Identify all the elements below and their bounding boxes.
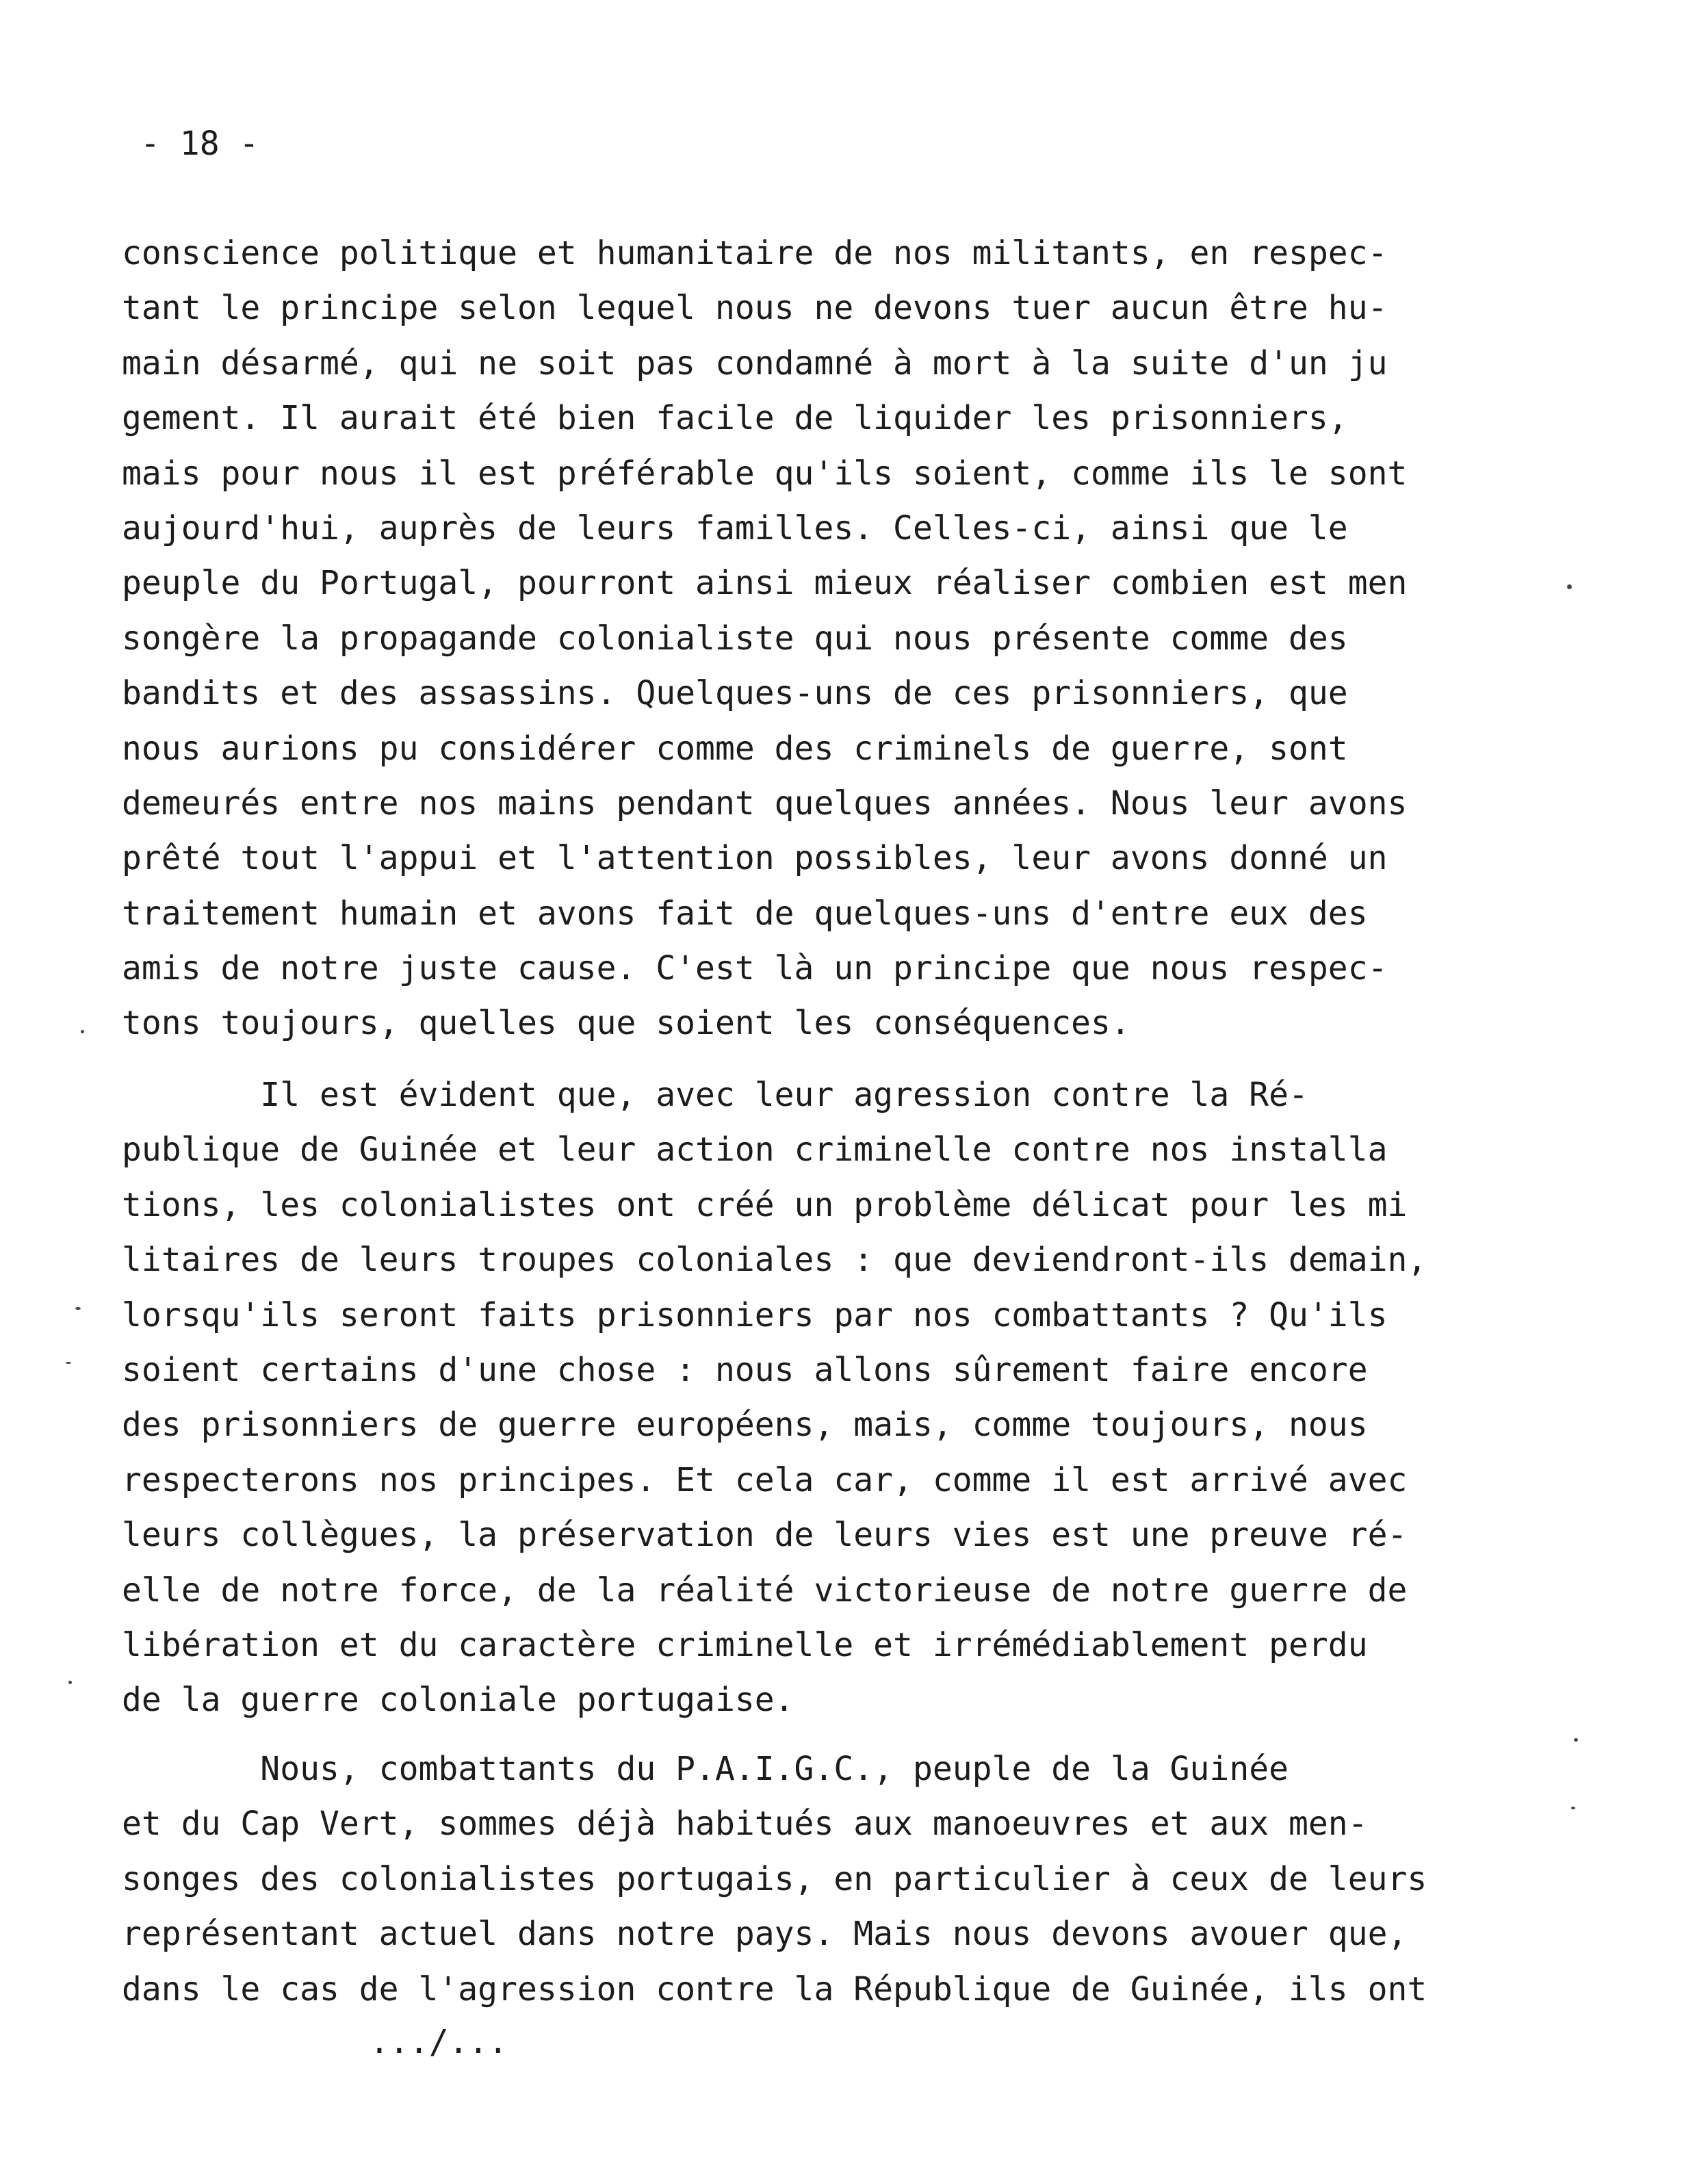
scan-speck: [1571, 1807, 1575, 1809]
text-line: de la guerre coloniale portugaise.: [122, 1681, 794, 1720]
text-line: des prisonniers de guerre européens, mais, comme toujours, nous: [122, 1406, 1368, 1445]
text-line: songes des colonialistes portugais, en particulier à ceux de leurs: [122, 1859, 1427, 1898]
text-line: peuple du Portugal, pourront ainsi mieux réaliser combien est men: [122, 564, 1408, 603]
text-line: libération et du caractère criminelle et irrémédiablement perdu: [122, 1625, 1368, 1664]
text-line: Il est évident que, avec leur agression contre la Ré-: [122, 1076, 1308, 1114]
text-line: tons toujours, quelles que soient les conséquences.: [122, 1004, 1130, 1043]
text-line: tant le principe selon lequel nous ne devons tuer aucun être hu-: [122, 289, 1388, 328]
text-line: nous aurions pu considérer comme des criminels de guerre, sont: [122, 729, 1348, 768]
text-line: songère la propagande colonialiste qui nous présente comme des: [122, 619, 1348, 658]
text-line: soient certains d'une chose : nous allons sûrement faire encore: [122, 1350, 1368, 1389]
text-line: main désarmé, qui ne soit pas condamné à mort à la suite d'un ju: [122, 344, 1388, 383]
text-line: tions, les colonialistes ont créé un problème délicat pour les mi: [122, 1185, 1408, 1224]
text-line: prêté tout l'appui et l'attention possibles, leur avons donné un: [122, 839, 1388, 878]
text-line: Nous, combattants du P.A.I.G.C., peuple de la Guinée: [122, 1750, 1289, 1788]
text-line: bandits et des assassins. Quelques-uns de ces prisonniers, que: [122, 674, 1348, 713]
continuation-mark: .../...: [370, 2023, 508, 2061]
text-line: conscience politique et humanitaire de nos militants, en respec-: [122, 234, 1388, 272]
text-line: aujourd'hui, auprès de leurs familles. Celles-ci, ainsi que le: [122, 508, 1348, 547]
text-line: leurs collègues, la préservation de leurs vies est une preuve ré-: [122, 1516, 1408, 1555]
text-line: amis de notre juste cause. C'est là un principe que nous respec-: [122, 949, 1388, 988]
paragraph-1: [122, 226, 1436, 1051]
scan-speck: [75, 1307, 81, 1310]
text-line: elle de notre force, de la réalité victorieuse de notre guerre de: [122, 1571, 1408, 1610]
paragraph-3: [122, 1742, 1436, 2017]
text-line: lorsqu'ils seront faits prisonniers par nos combattants ? Qu'ils: [122, 1295, 1388, 1334]
text-line: litaires de leurs troupes coloniales : que deviendront-ils demain,: [122, 1241, 1427, 1280]
text-line: et du Cap Vert, sommes déjà habitués aux manoeuvres et aux men-: [122, 1805, 1368, 1844]
text-line: respecterons nos principes. Et cela car, comme il est arrivé avec: [122, 1460, 1408, 1499]
text-line: mais pour nous il est préférable qu'ils soient, comme ils le sont: [122, 454, 1408, 493]
text-line: représentant actuel dans notre pays. Mais nous devons avouer que,: [122, 1915, 1408, 1954]
scan-speck: [1574, 1738, 1578, 1742]
paragraph-2: [122, 1068, 1436, 1728]
text-line: traitement humain et avons fait de quelques-uns d'entre eux des: [122, 894, 1368, 933]
page-number: - 18 -: [140, 125, 259, 163]
scan-speck: [1567, 584, 1572, 589]
scan-speck: [68, 1681, 72, 1684]
text-line: gement. Il aurait été bien facile de liquider les prisonniers,: [122, 399, 1348, 438]
scan-speck: [81, 1030, 84, 1033]
text-line: publique de Guinée et leur action criminelle contre nos installa: [122, 1131, 1388, 1170]
scan-speck: [66, 1362, 71, 1364]
text-line: demeurés entre nos mains pendant quelques années. Nous leur avons: [122, 784, 1408, 823]
text-line: dans le cas de l'agression contre la République de Guinée, ils ont: [122, 1969, 1427, 2009]
